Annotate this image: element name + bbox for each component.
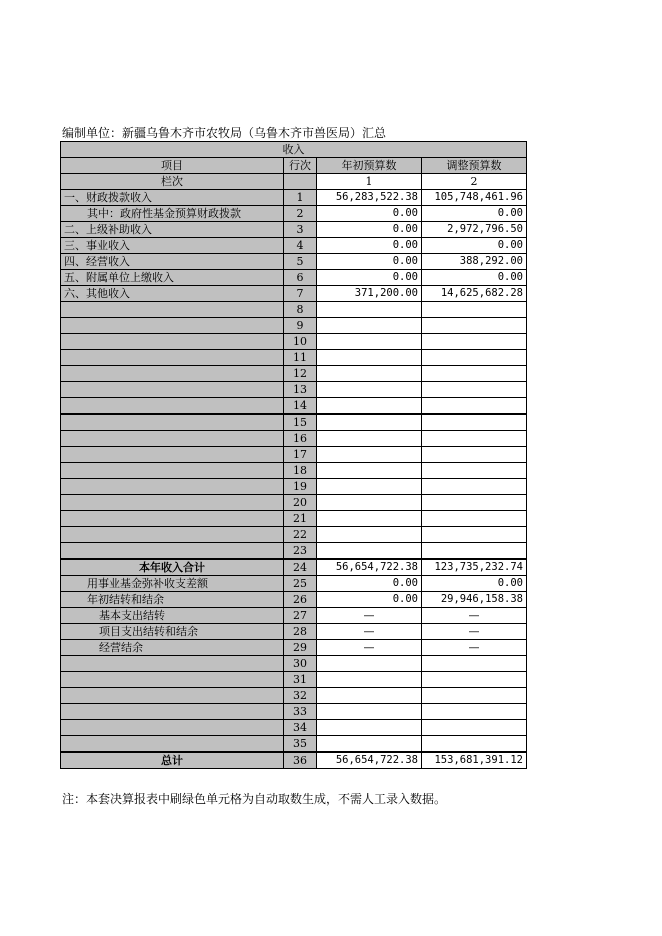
row-number: 14 [284, 398, 317, 415]
row-initial-budget [317, 302, 422, 318]
row-initial-budget [317, 543, 422, 560]
table-row [61, 559, 527, 576]
row-number: 35 [284, 736, 317, 753]
table-row [61, 576, 527, 592]
row-item-label: 五、附属单位上缴收入 [61, 270, 284, 286]
row-number: 10 [284, 334, 317, 350]
table-row [61, 688, 527, 704]
row-item-label [61, 463, 284, 479]
row-item-label: 年初结转和结余 [61, 592, 284, 608]
header-index-2: 2 [422, 174, 527, 190]
row-item-label: 其中：政府性基金预算财政拨款 [61, 206, 284, 222]
header-item: 项目 [61, 158, 284, 174]
table-row [61, 366, 527, 382]
row-number: 12 [284, 366, 317, 382]
row-number: 8 [284, 302, 317, 318]
row-adjusted-budget [422, 463, 527, 479]
table-row [61, 414, 527, 431]
row-initial-budget: 0.00 [317, 270, 422, 286]
header-index-1: 1 [317, 174, 422, 190]
table-row [61, 238, 527, 254]
table-row [61, 334, 527, 350]
row-number: 20 [284, 495, 317, 511]
table-row [61, 190, 527, 206]
row-item-label: 项目支出结转和结余 [61, 624, 284, 640]
table-row [61, 592, 527, 608]
row-number: 4 [284, 238, 317, 254]
row-initial-budget: 0.00 [317, 238, 422, 254]
row-initial-budget [317, 479, 422, 495]
row-initial-budget [317, 318, 422, 334]
row-adjusted-budget: — [422, 640, 527, 656]
row-adjusted-budget [422, 350, 527, 366]
row-initial-budget: 0.00 [317, 576, 422, 592]
row-item-label [61, 350, 284, 366]
row-initial-budget [317, 414, 422, 431]
header-index-label: 栏次 [61, 174, 284, 190]
row-number: 36 [284, 752, 317, 769]
row-adjusted-budget: 0.00 [422, 576, 527, 592]
table-row [61, 398, 527, 415]
row-number: 21 [284, 511, 317, 527]
row-number: 32 [284, 688, 317, 704]
row-adjusted-budget: 105,748,461.96 [422, 190, 527, 206]
table-row [61, 222, 527, 238]
income-table [60, 141, 527, 769]
row-initial-budget: 0.00 [317, 254, 422, 270]
row-item-label [61, 334, 284, 350]
row-number: 22 [284, 527, 317, 543]
table-row [61, 382, 527, 398]
row-number: 15 [284, 414, 317, 431]
table-row [61, 511, 527, 527]
row-initial-budget [317, 720, 422, 736]
table-row [61, 350, 527, 366]
header-row-no: 行次 [284, 158, 317, 174]
row-adjusted-budget [422, 511, 527, 527]
row-number: 19 [284, 479, 317, 495]
row-initial-budget: 0.00 [317, 206, 422, 222]
row-initial-budget [317, 463, 422, 479]
table-row [61, 463, 527, 479]
row-initial-budget: 56,654,722.38 [317, 752, 422, 769]
row-initial-budget [317, 334, 422, 350]
row-initial-budget: 56,283,522.38 [317, 190, 422, 206]
row-initial-budget [317, 527, 422, 543]
row-number: 30 [284, 656, 317, 672]
row-adjusted-budget: — [422, 624, 527, 640]
row-item-label [61, 656, 284, 672]
row-initial-budget: — [317, 608, 422, 624]
row-adjusted-budget [422, 447, 527, 463]
row-item-label [61, 479, 284, 495]
row-initial-budget: — [317, 640, 422, 656]
row-number: 31 [284, 672, 317, 688]
row-item-label: 用事业基金弥补收支差额 [61, 576, 284, 592]
row-adjusted-budget: 123,735,232.74 [422, 559, 527, 576]
table-row [61, 543, 527, 560]
table-row [61, 624, 527, 640]
row-initial-budget [317, 736, 422, 753]
row-adjusted-budget [422, 366, 527, 382]
row-item-label [61, 302, 284, 318]
row-number: 6 [284, 270, 317, 286]
header-index-row [61, 174, 527, 190]
row-item-label [61, 704, 284, 720]
row-initial-budget [317, 382, 422, 398]
row-adjusted-budget [422, 318, 527, 334]
row-adjusted-budget [422, 479, 527, 495]
table-row [61, 720, 527, 736]
row-number: 13 [284, 382, 317, 398]
row-adjusted-budget [422, 720, 527, 736]
row-initial-budget [317, 431, 422, 447]
row-item-label: 二、上级补助收入 [61, 222, 284, 238]
row-initial-budget: — [317, 624, 422, 640]
row-item-label: 一、财政拨款收入 [61, 190, 284, 206]
row-initial-budget [317, 447, 422, 463]
row-item-label [61, 447, 284, 463]
row-item-label: 六、其他收入 [61, 286, 284, 302]
row-item-label [61, 414, 284, 431]
table-row [61, 286, 527, 302]
row-initial-budget [317, 511, 422, 527]
table-row [61, 254, 527, 270]
table-row [61, 608, 527, 624]
row-adjusted-budget [422, 527, 527, 543]
row-item-label: 本年收入合计 [61, 559, 284, 576]
row-item-label [61, 495, 284, 511]
row-adjusted-budget [422, 543, 527, 560]
row-number: 16 [284, 431, 317, 447]
row-number: 34 [284, 720, 317, 736]
row-adjusted-budget [422, 382, 527, 398]
row-number: 33 [284, 704, 317, 720]
table-row [61, 302, 527, 318]
row-adjusted-budget [422, 656, 527, 672]
row-item-label [61, 688, 284, 704]
row-number: 5 [284, 254, 317, 270]
row-item-label: 经营结余 [61, 640, 284, 656]
row-item-label [61, 431, 284, 447]
table-row [61, 736, 527, 753]
row-item-label: 总计 [61, 752, 284, 769]
row-initial-budget [317, 704, 422, 720]
row-adjusted-budget [422, 302, 527, 318]
row-initial-budget [317, 398, 422, 415]
reporting-unit-label: 编制单位：新疆乌鲁木齐市农牧局（乌鲁木齐市兽医局）汇总 [62, 126, 387, 140]
header-group-row [61, 142, 527, 158]
header-index-blank [284, 174, 317, 190]
row-number: 29 [284, 640, 317, 656]
row-item-label: 三、事业收入 [61, 238, 284, 254]
row-number: 9 [284, 318, 317, 334]
row-adjusted-budget [422, 431, 527, 447]
row-number: 2 [284, 206, 317, 222]
row-adjusted-budget: 0.00 [422, 270, 527, 286]
row-adjusted-budget [422, 414, 527, 431]
row-adjusted-budget [422, 495, 527, 511]
row-number: 24 [284, 559, 317, 576]
row-initial-budget: 56,654,722.38 [317, 559, 422, 576]
table-row [61, 704, 527, 720]
row-initial-budget: 0.00 [317, 592, 422, 608]
table-row [61, 447, 527, 463]
header-group-income: 收入 [61, 142, 527, 158]
row-adjusted-budget: — [422, 608, 527, 624]
table-row [61, 270, 527, 286]
table-row [61, 640, 527, 656]
table-row [61, 752, 527, 769]
row-number: 11 [284, 350, 317, 366]
row-initial-budget: 0.00 [317, 222, 422, 238]
header-adjusted-budget: 调整预算数 [422, 158, 527, 174]
row-number: 7 [284, 286, 317, 302]
header-columns-row [61, 158, 527, 174]
row-adjusted-budget: 2,972,796.50 [422, 222, 527, 238]
row-item-label [61, 382, 284, 398]
row-adjusted-budget: 14,625,682.28 [422, 286, 527, 302]
row-initial-budget [317, 350, 422, 366]
row-item-label: 基本支出结转 [61, 608, 284, 624]
row-adjusted-budget [422, 398, 527, 415]
row-adjusted-budget: 388,292.00 [422, 254, 527, 270]
row-initial-budget [317, 495, 422, 511]
row-item-label [61, 366, 284, 382]
row-initial-budget: 371,200.00 [317, 286, 422, 302]
row-number: 23 [284, 543, 317, 560]
row-item-label: 四、经营收入 [61, 254, 284, 270]
row-adjusted-budget [422, 736, 527, 753]
row-number: 25 [284, 576, 317, 592]
table-row [61, 656, 527, 672]
row-number: 18 [284, 463, 317, 479]
row-item-label [61, 543, 284, 560]
row-number: 3 [284, 222, 317, 238]
row-adjusted-budget: 0.00 [422, 238, 527, 254]
row-item-label [61, 318, 284, 334]
row-initial-budget [317, 672, 422, 688]
table-row [61, 672, 527, 688]
row-number: 17 [284, 447, 317, 463]
row-item-label [61, 672, 284, 688]
row-item-label [61, 398, 284, 415]
table-row [61, 206, 527, 222]
row-adjusted-budget: 0.00 [422, 206, 527, 222]
row-number: 28 [284, 624, 317, 640]
row-item-label [61, 736, 284, 753]
row-adjusted-budget: 29,946,158.38 [422, 592, 527, 608]
row-number: 26 [284, 592, 317, 608]
row-adjusted-budget [422, 672, 527, 688]
row-number: 1 [284, 190, 317, 206]
table-row [61, 479, 527, 495]
row-item-label [61, 720, 284, 736]
table-row [61, 318, 527, 334]
row-item-label [61, 511, 284, 527]
row-initial-budget [317, 656, 422, 672]
row-initial-budget [317, 688, 422, 704]
row-initial-budget [317, 366, 422, 382]
header-initial-budget: 年初预算数 [317, 158, 422, 174]
row-adjusted-budget [422, 334, 527, 350]
row-adjusted-budget [422, 688, 527, 704]
table-row [61, 527, 527, 543]
table-row [61, 495, 527, 511]
footnote: 注：本套决算报表中刷绿色单元格为自动取数生成，不需人工录入数据。 [62, 792, 447, 806]
row-number: 27 [284, 608, 317, 624]
table-row [61, 431, 527, 447]
row-adjusted-budget: 153,681,391.12 [422, 752, 527, 769]
row-adjusted-budget [422, 704, 527, 720]
row-item-label [61, 527, 284, 543]
